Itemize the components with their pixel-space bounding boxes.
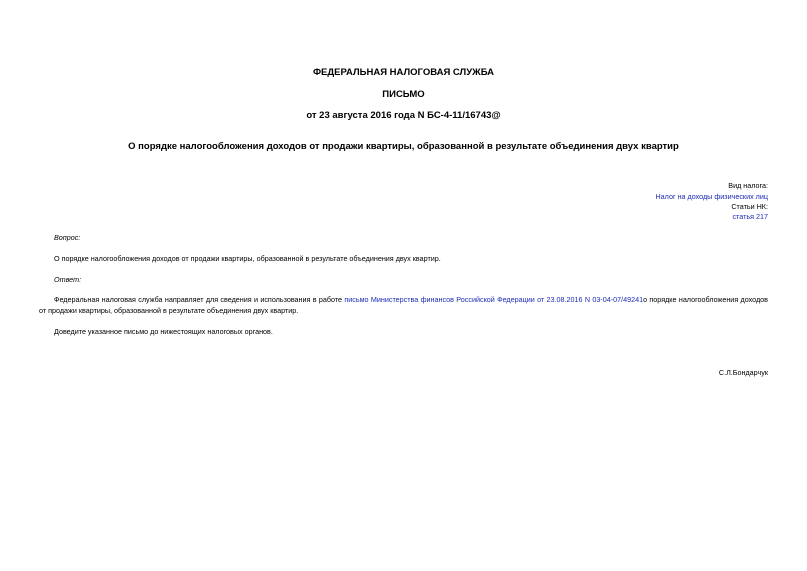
answer-paragraph <box>39 295 768 316</box>
tax-type-label: Вид налога: <box>728 181 768 190</box>
tax-type-container <box>655 192 768 202</box>
articles-label: Статьи НК: <box>731 202 768 211</box>
agency-title: ФЕДЕРАЛЬНАЯ НАЛОГОВАЯ СЛУЖБА <box>312 67 495 78</box>
document-date-number: от 23 августа 2016 года N БС-4-11/16743@ <box>306 110 501 121</box>
article-link[interactable]: статья 217 <box>732 212 768 221</box>
document-subject: О порядке налогообложения доходов от продажи квартиры, образованной в результате объединения двух квартир <box>128 141 679 152</box>
article-container <box>732 212 768 222</box>
answer-text-before: Федеральная налоговая служба направляет для сведения и использования в работе <box>54 295 345 304</box>
question-label: Вопрос: <box>54 233 81 242</box>
question-text: О порядке налогообложения доходов от продажи квартиры, образованной в результате объединения двух квартир. <box>54 254 441 263</box>
document-type: ПИСЬМО <box>382 89 425 100</box>
answer-label: Ответ: <box>54 275 82 284</box>
instruction-text: Доведите указанное письмо до нижестоящих налоговых органов. <box>54 327 273 336</box>
signature-name: С.Л.Бондарчук <box>718 368 768 377</box>
minfin-letter-link[interactable]: письмо Министерства финансов Российской Федерации от 23.08.2016 N 03-04-07/49241 <box>344 295 644 304</box>
answer-text-after: о порядке налогообложения доходов от продажи квартиры, образованной в результате объединения двух квартир. <box>39 295 769 315</box>
tax-type-link[interactable]: Налог на доходы физических лиц <box>655 192 768 201</box>
